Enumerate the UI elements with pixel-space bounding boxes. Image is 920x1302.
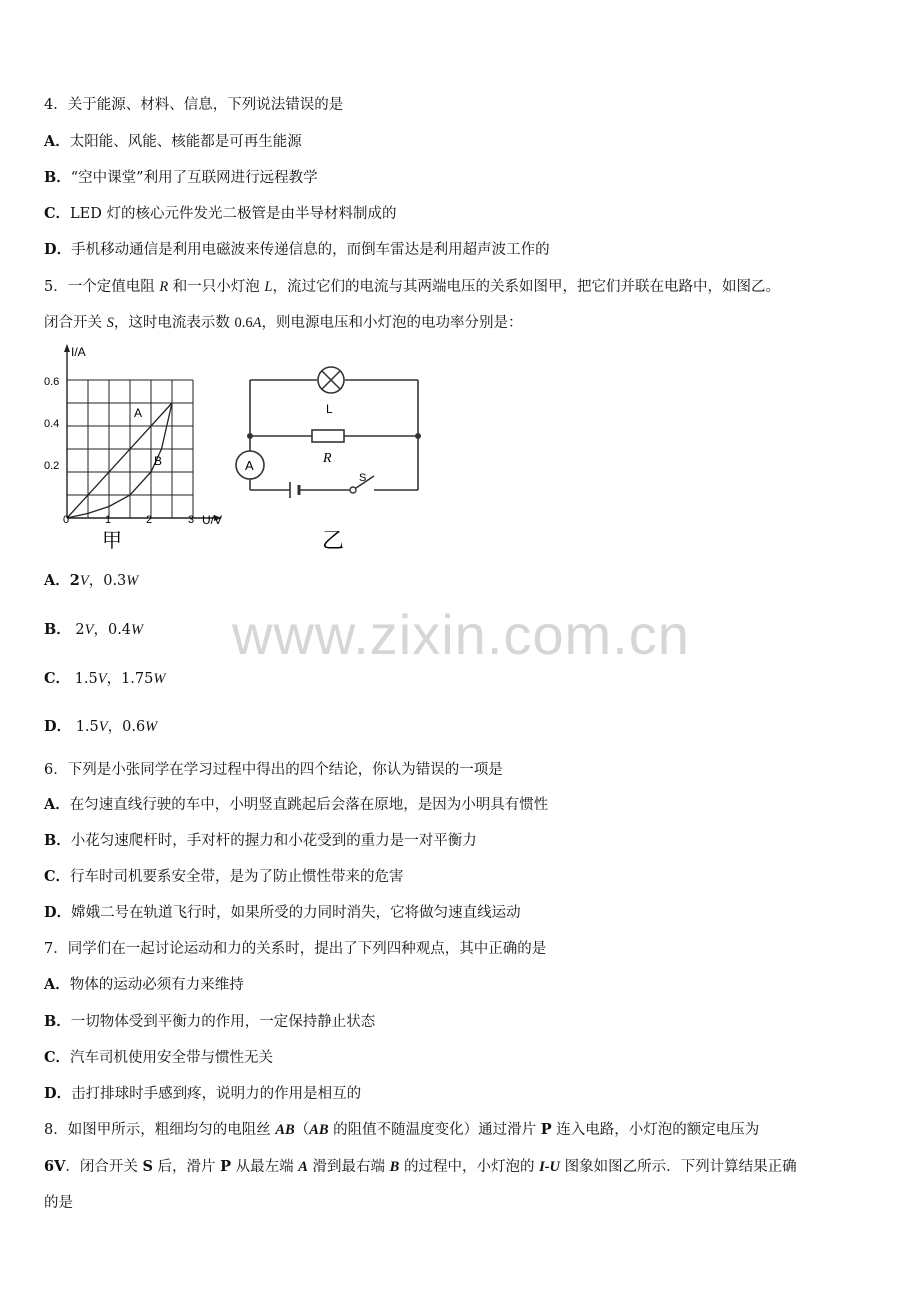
question-6-option-b: B．小花匀速爬杆时，手对杆的握力和小花受到的重力是一对平衡力 — [44, 832, 477, 849]
y-tick-label: 0.6 — [44, 376, 60, 388]
question-5-stem-line-1: 5．一个定值电阻 R 和一只小灯泡 L，流过它们的电流与其两端电压的关系如图甲，把它们并联在电路中，如图乙。 — [44, 279, 780, 295]
battery-icon — [290, 482, 299, 498]
x-tick-label: 3 — [188, 514, 195, 526]
question-6-option-d: D．嫦娥二号在轨道飞行时，如果所受的力同时消失，它将做匀速直线运动 — [44, 904, 521, 921]
y-tick-label: 0.4 — [44, 418, 60, 430]
switch-label: S — [359, 472, 367, 484]
question-7-option-d: D．击打排球时手感到疼，说明力的作用是相互的 — [44, 1085, 362, 1102]
resistor-label: R — [323, 451, 332, 466]
question-7-option-a: A．物体的运动必须有力来维持 — [44, 976, 244, 993]
switch-contact — [350, 487, 356, 493]
x-tick-label: 0 — [63, 514, 70, 526]
watermark: www.zixin.com.cn — [232, 603, 690, 666]
question-5-stem-line-2: 闭合开关 S，这时电流表示数 0.6A，则电源电压和小灯泡的电功率分别是： — [44, 315, 523, 331]
question-4-option-d: D．手机移动通信是利用电磁波来传递信息的，而倒车雷达是利用超声波工作的 — [44, 241, 550, 258]
junction-dot — [247, 433, 253, 439]
question-8-stem-line-3: 的是 — [44, 1195, 73, 1211]
curve-a-label: A — [134, 406, 143, 420]
question-7-option-b: B．一切物体受到平衡力的作用，一定保持静止状态 — [44, 1013, 376, 1030]
lamp-label: L — [326, 402, 333, 416]
question-7-stem: 7．同学们在一起讨论运动和力的关系时，提出了下列四种观点，其中正确的是 — [44, 941, 547, 957]
y-tick-label: 0.2 — [44, 460, 60, 472]
x-tick-label: 1 — [105, 514, 112, 526]
figure-yi-circuit — [232, 364, 432, 556]
question-8-stem-line-2: 6V．闭合开关 S 后，滑片 P 从最左端 A 滑到最右端 B 的过程中，小灯泡的 I-U 图象如图乙所示．下列计算结果正确 — [44, 1158, 797, 1175]
question-5-option-c: C． 1.5V，1.75W — [44, 670, 166, 687]
question-5-option-a: A．2V，0.3W — [44, 572, 139, 589]
curve-b-label: B — [154, 454, 163, 468]
question-8-stem-line-1: 8．如图甲所示，粗细均匀的电阻丝 AB（AB 的阻值不随温度变化）通过滑片 P 连入电路，小灯泡的额定电压为 — [44, 1121, 760, 1138]
svg-text:A: A — [245, 458, 254, 473]
question-6-stem: 6．下列是小张同学在学习过程中得出的四个结论，你认为错误的一项是 — [44, 762, 503, 778]
y-axis-label: I/A — [71, 345, 86, 359]
figure-jia-iu-graph — [38, 342, 238, 554]
figure-yi-caption: 乙 — [322, 529, 345, 554]
y-axis-arrow-icon — [64, 344, 70, 352]
question-4-option-b: B．“空中课堂”利用了互联网进行远程教学 — [44, 169, 318, 186]
question-7-option-c: C．汽车司机使用安全带与惯性无关 — [44, 1049, 274, 1066]
question-4-stem: 4．关于能源、材料、信息，下列说法错误的是 — [44, 97, 344, 113]
lamp-icon — [318, 367, 344, 393]
junction-dot — [415, 433, 421, 439]
figure-jia-caption: 甲 — [102, 528, 122, 552]
question-4-option-c: C．LED 灯的核心元件发光二极管是由半导材料制成的 — [44, 205, 397, 222]
x-axis-label: U/V — [202, 513, 223, 527]
question-6-option-c: C．行车时司机要系安全带，是为了防止惯性带来的危害 — [44, 868, 404, 885]
resistor — [312, 430, 344, 442]
question-4-option-a: A．太阳能、风能、核能都是可再生能源 — [44, 133, 302, 150]
x-tick-label: 2 — [146, 514, 153, 526]
question-6-option-a: A．在匀速直线行驶的车中，小明竖直跳起后会落在原地，是因为小明具有惯性 — [44, 796, 549, 813]
ammeter-icon — [236, 451, 264, 479]
question-5-option-d: D． 1.5V，0.6W — [44, 718, 158, 735]
question-5-option-b: B． 2V，0.4W — [44, 621, 144, 638]
